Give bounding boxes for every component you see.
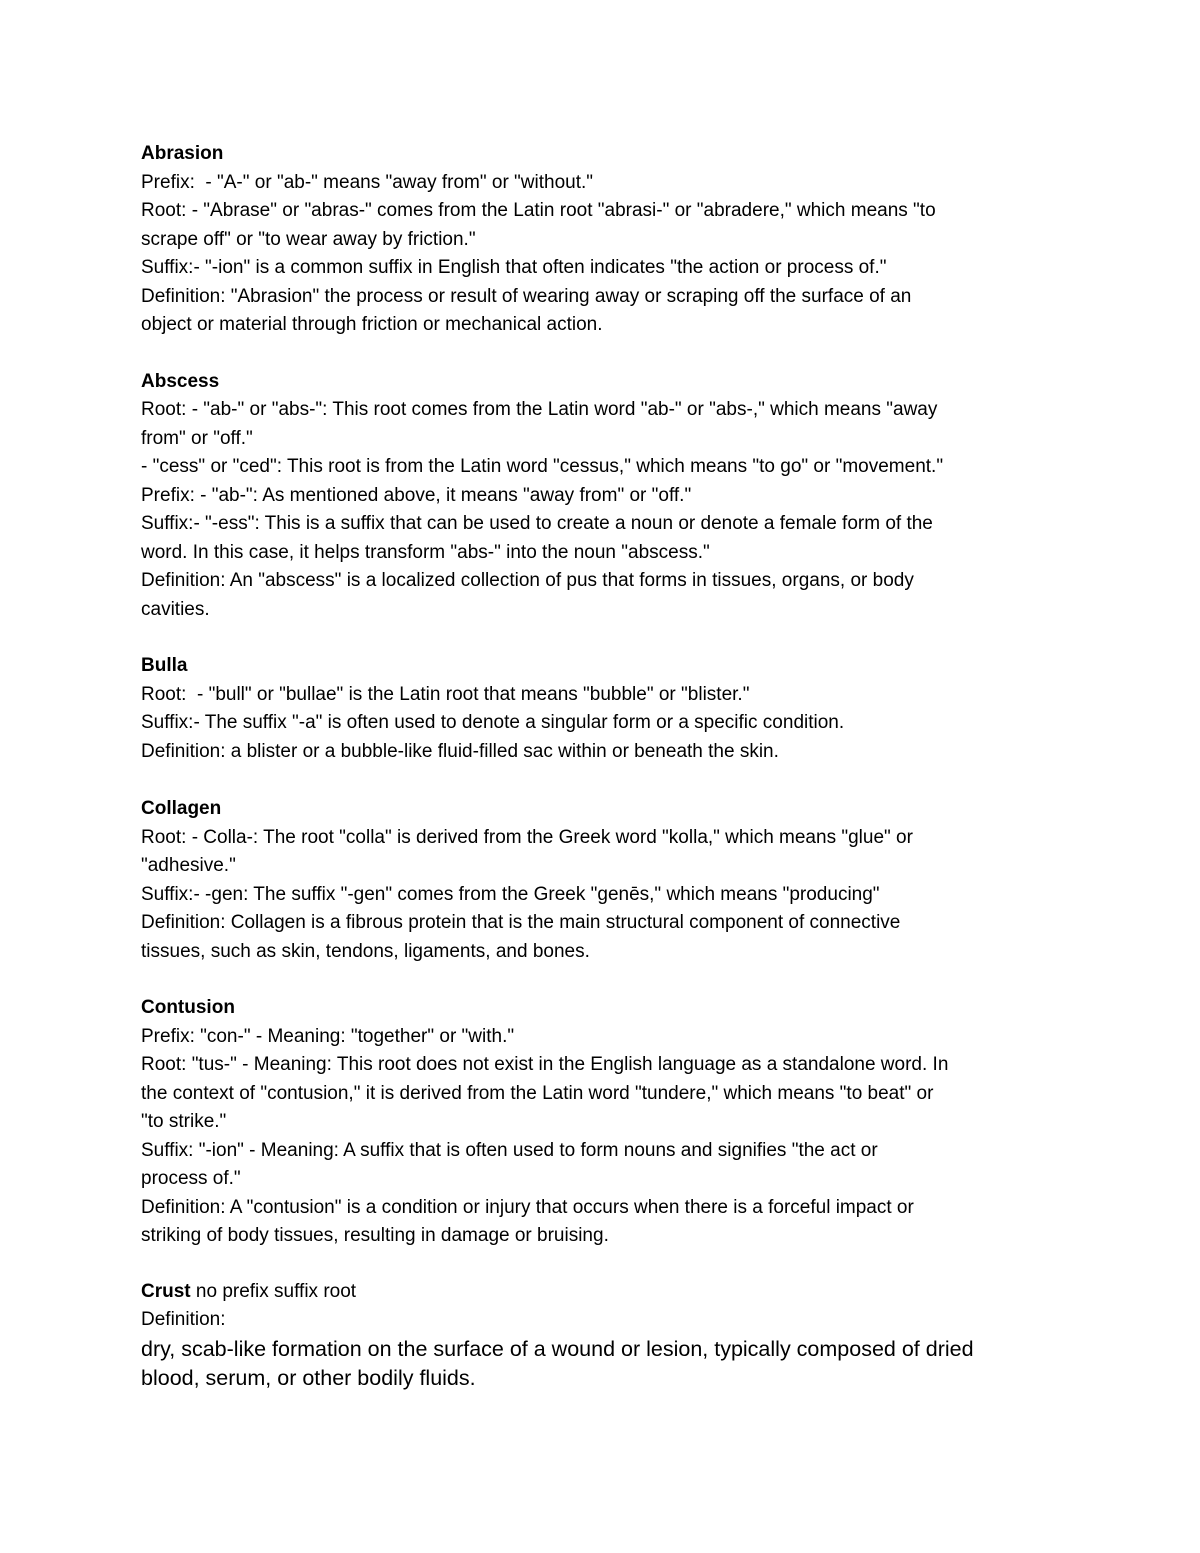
- root-line-continued: the context of "contusion," it is derived from the Latin word "tundere," which means "to beat" or: [141, 1082, 934, 1104]
- entry-abrasion: [141, 140, 1066, 340]
- suffix-line: Suffix:- "-ion" is a common suffix in English that often indicates "the action or process of.": [141, 257, 887, 278]
- suffix-line: Suffix:- -gen: The suffix "-gen" comes from the Greek "genēs," which means "producing": [141, 883, 880, 905]
- definition-line: Definition: "Abrasion" the process or result of wearing away or scraping off the surface of an: [141, 285, 912, 307]
- term-heading: Abscess: [141, 370, 220, 392]
- definition-line-continued: blood, serum, or other bodily fluids.: [141, 1366, 476, 1390]
- root-line-continued: scrape off" or "to wear away by friction.": [141, 228, 476, 250]
- second-root-line: - "cess" or "ced": This root is from the Latin word "cessus," which means "to go" or "movement.": [141, 456, 944, 477]
- root-line-continued: from" or "off.": [141, 427, 253, 449]
- entry-contusion: [141, 994, 1066, 1251]
- root-line-continued: "adhesive.": [141, 855, 236, 876]
- definition-label: Definition:: [141, 1309, 226, 1330]
- term-heading: Contusion: [141, 997, 235, 1018]
- term-heading: Crust: [141, 1280, 191, 1302]
- root-line: Root: "tus-" - Meaning: This root does not exist in the English language as a standalone word. In: [141, 1054, 949, 1075]
- root-line: Root: - "bull" or "bullae" is the Latin root that means "bubble" or "blister.": [141, 683, 750, 705]
- root-line: Root: - "Abrase" or "abras-" comes from the Latin root "abrasi-" or "abradere," which means "to: [141, 200, 936, 221]
- document-page: [141, 140, 1066, 1422]
- term-heading: Collagen: [141, 798, 222, 819]
- suffix-line-continued: word. In this case, it helps transform "abs-" into the noun "abscess.": [141, 541, 710, 563]
- suffix-line-continued: process of.": [141, 1168, 241, 1189]
- root-line: Root: - Colla-: The root "colla" is derived from the Greek word "kolla," which means "glue" or: [141, 826, 913, 848]
- definition-line-continued: object or material through friction or mechanical action.: [141, 314, 603, 335]
- term-heading: Bulla: [141, 655, 188, 676]
- definition-line: Definition: An "abscess" is a localized collection of pus that forms in tissues, organs, or body: [141, 570, 914, 591]
- definition-line-continued: tissues, such as skin, tendons, ligaments, and bones.: [141, 940, 590, 962]
- entry-collagen: [141, 795, 1066, 966]
- root-line-continued: "to strike.": [141, 1111, 227, 1132]
- entry-crust: [141, 1278, 1066, 1394]
- definition-line-continued: cavities.: [141, 598, 210, 620]
- suffix-line: Suffix:- "-ess": This is a suffix that can be used to create a noun or denote a female form of the: [141, 513, 933, 534]
- definition-line: Definition: A "contusion" is a condition or injury that occurs when there is a forceful impact or: [141, 1196, 914, 1218]
- prefix-line: Prefix: - "ab-": As mentioned above, it means "away from" or "off.": [141, 484, 692, 506]
- prefix-line: Prefix: "con-" - Meaning: "together" or "with.": [141, 1025, 515, 1047]
- suffix-line: Suffix: "-ion" - Meaning: A suffix that is often used to form nouns and signifies "the act or: [141, 1139, 878, 1161]
- term-note: no prefix suffix root: [190, 1280, 357, 1302]
- definition-line: dry, scab-like formation on the surface of a wound or lesion, typically composed of dried: [141, 1336, 974, 1361]
- crust-heading-line: [141, 1278, 1066, 1307]
- root-line: Root: - "ab-" or "abs-": This root comes from the Latin word "ab-" or "abs-," which means "away: [141, 399, 938, 420]
- definition-line-continued: striking of body tissues, resulting in damage or bruising.: [141, 1225, 609, 1246]
- definition-line: Definition: a blister or a bubble-like fluid-filled sac within or beneath the skin.: [141, 740, 779, 762]
- suffix-line: Suffix:- The suffix "-a" is often used to denote a singular form or a specific condition.: [141, 712, 845, 733]
- entry-bulla: [141, 652, 1066, 766]
- prefix-line: Prefix: - "A-" or "ab-" means "away from" or "without.": [141, 171, 594, 193]
- term-heading: Abrasion: [141, 143, 224, 164]
- definition-line: Definition: Collagen is a fibrous protein that is the main structural component of connective: [141, 912, 901, 933]
- entry-abscess: [141, 368, 1066, 625]
